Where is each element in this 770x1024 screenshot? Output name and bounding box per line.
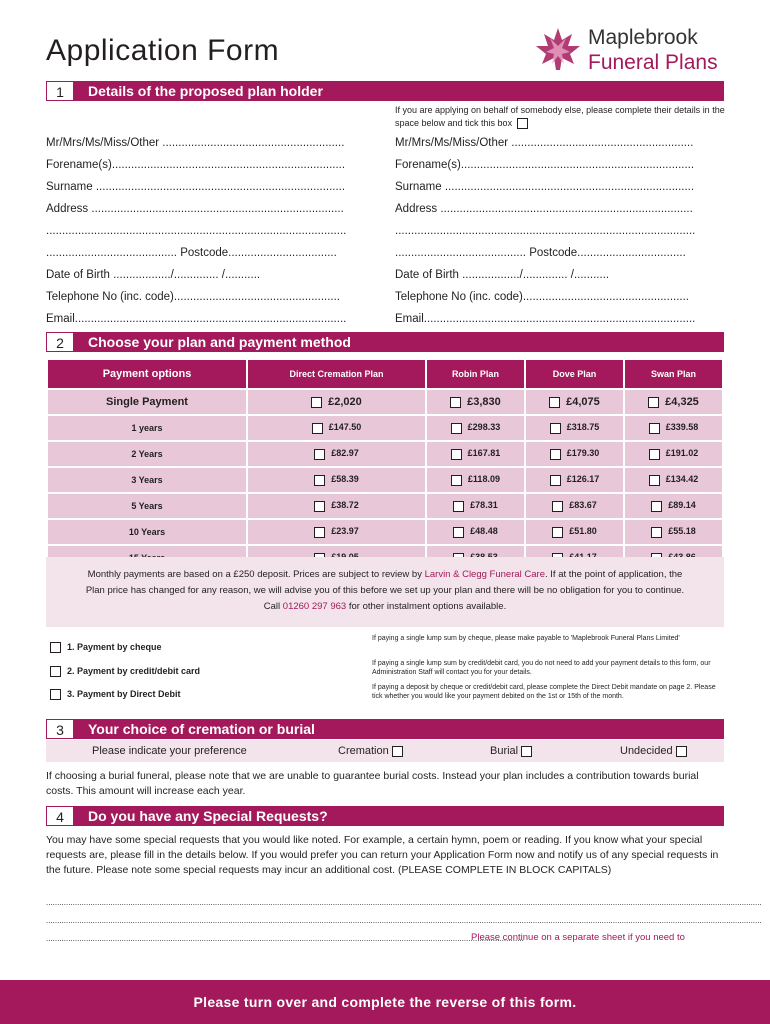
payment-method-description: If paying a single lump sum by cheque, please make payable to 'Maplebrook Funeral Plans Limited' <box>372 635 680 642</box>
behalf-note: If you are applying on behalf of somebody else, please complete their details in the space below and tick this box <box>395 105 725 128</box>
price-value: £2,020 <box>328 396 362 408</box>
applicant-field[interactable]: Date of Birth ................../.............. /........... <box>395 269 610 281</box>
payment-option-label: 5 Years <box>48 494 246 518</box>
price-checkbox[interactable] <box>451 475 462 486</box>
preference-row <box>46 740 724 762</box>
section-title: Your choice of cremation or burial <box>88 721 315 737</box>
special-requests-line-2[interactable]: .................................................................................................................................................................................................................................................................................................................................. <box>46 916 762 925</box>
price-cell[interactable] <box>248 416 425 440</box>
price-checkbox[interactable] <box>453 527 464 538</box>
applicant-field[interactable]: Forename(s)......................................................................... <box>46 159 346 171</box>
section-number: 3 <box>46 719 74 739</box>
price-checkbox[interactable] <box>451 423 462 434</box>
price-checkbox[interactable] <box>550 423 561 434</box>
column-header: Dove Plan <box>526 360 623 388</box>
price-value: £179.30 <box>566 448 600 459</box>
logo-text-funeral-plans: Funeral Plans <box>588 51 718 74</box>
payment-method-option[interactable] <box>50 689 181 700</box>
price-cell[interactable] <box>526 494 623 518</box>
price-cell[interactable] <box>427 494 524 518</box>
price-cell[interactable] <box>248 494 425 518</box>
price-checkbox[interactable] <box>552 501 563 512</box>
continue-note: Please continue on a separate sheet if you need to <box>471 932 685 943</box>
applicant-field[interactable]: Address ............................................................................... <box>46 203 344 215</box>
price-checkbox[interactable] <box>314 475 325 486</box>
column-header: Payment options <box>48 360 246 388</box>
payment-method-label: 2. Payment by credit/debit card <box>67 666 201 676</box>
price-checkbox[interactable] <box>314 449 325 460</box>
section-number: 4 <box>46 806 74 826</box>
applicant-field[interactable]: ......................................... Postcode.................................. <box>46 247 337 259</box>
price-checkbox[interactable] <box>549 397 560 408</box>
payment-method-checkbox[interactable] <box>50 666 61 677</box>
price-cell[interactable] <box>427 442 524 466</box>
applicant-field[interactable]: Date of Birth ................../.............. /........... <box>46 269 261 281</box>
applicant-field[interactable]: Mr/Mrs/Ms/Miss/Other ......................................................... <box>46 137 345 149</box>
payment-method-description: If paying a single lump sum by credit/debit card, you do not need to add your payment details to this form, our Administration Staff will contact you for your details. <box>372 660 711 676</box>
price-cell[interactable] <box>526 390 623 414</box>
price-value: £38.72 <box>331 500 359 511</box>
payment-method-checkbox[interactable] <box>50 642 61 653</box>
payment-methods <box>46 632 724 712</box>
payment-method-label: 3. Payment by Direct Debit <box>67 689 181 699</box>
monthly-payment-note: Monthly payments are based on a £250 deposit. Prices are subject to review by Larvin & Clegg Funeral Care. If at the point of application, the Plan price has changed for any reason, we will advise you of this before we set up your plan and there will be no obligation for you to continue. Call 01260 297 963 for other instalment options available. <box>46 557 724 627</box>
table-row <box>48 520 722 544</box>
price-checkbox[interactable] <box>312 423 323 434</box>
price-cell[interactable] <box>625 468 722 492</box>
price-cell[interactable] <box>625 494 722 518</box>
price-value: £3,830 <box>467 396 501 408</box>
section-title: Choose your plan and payment method <box>88 334 351 350</box>
price-cell[interactable] <box>248 390 425 414</box>
logo-text-maplebrook: Maplebrook <box>588 26 698 49</box>
price-value: £55.18 <box>668 526 696 537</box>
applicant-field[interactable]: Telephone No (inc. code).................................................... <box>46 291 340 303</box>
applicant-field[interactable]: Surname .............................................................................. <box>46 181 346 193</box>
payment-method-description: If paying a deposit by cheque or credit/debit card, please complete the Direct Debit mandate on page 2. Please tick whether you would like your payment debited on the 1st or 15th of the month. <box>372 684 716 700</box>
phone-number[interactable]: 01260 297 963 <box>282 601 347 612</box>
payment-table <box>46 358 724 572</box>
price-checkbox[interactable] <box>649 449 660 460</box>
price-value: £83.67 <box>569 500 597 511</box>
price-value: £147.50 <box>328 422 362 433</box>
price-cell[interactable] <box>248 520 425 544</box>
price-value: £4,075 <box>566 396 600 408</box>
undecided-checkbox[interactable] <box>676 746 687 757</box>
option-cremation[interactable]: Cremation <box>338 745 409 757</box>
payment-table-header <box>48 360 722 388</box>
price-cell[interactable] <box>625 390 722 414</box>
price-checkbox[interactable] <box>453 501 464 512</box>
price-cell[interactable] <box>427 390 524 414</box>
table-row <box>48 390 722 414</box>
applicant-field[interactable]: Email..................................................................................... <box>46 313 347 325</box>
company-name: Larvin & Clegg Funeral Care <box>424 569 545 580</box>
price-cell[interactable] <box>625 416 722 440</box>
price-value: £4,325 <box>665 396 699 408</box>
price-value: £48.48 <box>470 526 498 537</box>
column-header: Robin Plan <box>427 360 524 388</box>
applicant-field[interactable]: .............................................................................................. <box>46 225 347 237</box>
price-checkbox[interactable] <box>314 527 325 538</box>
applicant-field[interactable]: Surname .............................................................................. <box>395 181 695 193</box>
payment-option-label: 3 Years <box>48 468 246 492</box>
section-number: 2 <box>46 332 74 352</box>
price-value: £118.09 <box>467 474 500 485</box>
applicant-field[interactable]: Email..................................................................................... <box>395 313 696 325</box>
preference-prompt: Please indicate your preference <box>92 745 247 757</box>
payment-method-checkbox[interactable] <box>50 689 61 700</box>
cremation-checkbox[interactable] <box>392 746 403 757</box>
price-cell[interactable] <box>526 416 623 440</box>
column-header: Swan Plan <box>625 360 722 388</box>
price-cell[interactable] <box>427 468 524 492</box>
payment-method-option[interactable] <box>50 666 200 677</box>
price-value: £167.81 <box>467 448 501 459</box>
section-title: Details of the proposed plan holder <box>88 83 323 99</box>
price-cell[interactable] <box>526 468 623 492</box>
price-checkbox[interactable] <box>651 501 662 512</box>
behalf-checkbox[interactable] <box>517 118 528 129</box>
payment-option-label: 10 Years <box>48 520 246 544</box>
price-value: £89.14 <box>668 500 696 511</box>
price-cell[interactable] <box>526 520 623 544</box>
payment-option-label: Single Payment <box>48 390 246 414</box>
payment-option-label: 1 years <box>48 416 246 440</box>
table-row <box>48 468 722 492</box>
section-number: 1 <box>46 81 74 101</box>
price-value: £51.80 <box>569 526 597 537</box>
price-value: £298.33 <box>467 422 501 433</box>
option-burial[interactable]: Burial <box>490 745 538 757</box>
price-checkbox[interactable] <box>651 527 662 538</box>
section-2-header <box>46 332 724 352</box>
option-undecided[interactable]: Undecided <box>620 745 693 757</box>
applicant-field[interactable]: Address ............................................................................... <box>395 203 693 215</box>
price-cell[interactable] <box>526 442 623 466</box>
price-value: £23.97 <box>331 526 359 537</box>
brand-logo <box>532 24 732 80</box>
price-checkbox[interactable] <box>311 397 322 408</box>
burial-checkbox[interactable] <box>521 746 532 757</box>
maple-leaf-icon <box>532 24 584 74</box>
footer-banner: Please turn over and complete the reverse of this form. <box>0 980 770 1024</box>
price-cell[interactable] <box>427 520 524 544</box>
price-checkbox[interactable] <box>649 423 660 434</box>
applicant-field[interactable]: Forename(s)......................................................................... <box>395 159 695 171</box>
special-requests-line-3[interactable]: ....................................................................................................................................................................................................................... <box>46 934 524 943</box>
price-value: £78.31 <box>470 500 498 511</box>
burial-note: If choosing a burial funeral, please note that we are unable to guarantee burial costs. Instead your plan includes a contribution towards burial costs. This amount will increase each year. <box>46 770 699 797</box>
special-requests-text: You may have some special requests that you would like noted. For example, a certain hymn, poem or reading. If you know what your special requests are, please fill in the details below. If you would prefer you can return your Application Form now and notify us of any special requests in the future. Please note some special requests may incur an additional cost. (PLEASE COMPLETE IN BLOCK CAPITALS) <box>46 834 719 876</box>
table-row <box>48 442 722 466</box>
special-requests-line-1[interactable]: .................................................................................................................................................................................................................................................................................................................................. <box>46 898 762 907</box>
applicant-field[interactable]: Mr/Mrs/Ms/Miss/Other ......................................................... <box>395 137 694 149</box>
price-checkbox[interactable] <box>552 527 563 538</box>
payment-method-option[interactable] <box>50 642 162 653</box>
table-row <box>48 494 722 518</box>
price-checkbox[interactable] <box>550 449 561 460</box>
price-checkbox[interactable] <box>314 501 325 512</box>
section-1-header <box>46 81 724 101</box>
page-title: Application Form <box>46 34 280 67</box>
section-4-header <box>46 806 724 826</box>
price-checkbox[interactable] <box>648 397 659 408</box>
applicant-field[interactable]: Telephone No (inc. code).................................................... <box>395 291 689 303</box>
price-value: £134.42 <box>665 474 699 485</box>
price-value: £126.17 <box>566 474 600 485</box>
price-value: £318.75 <box>566 422 600 433</box>
price-value: £58.39 <box>331 474 359 485</box>
price-checkbox[interactable] <box>451 449 462 460</box>
applicant-field[interactable]: .............................................................................................. <box>395 225 696 237</box>
price-cell[interactable] <box>427 416 524 440</box>
price-checkbox[interactable] <box>550 475 561 486</box>
price-cell[interactable] <box>248 442 425 466</box>
price-value: £339.58 <box>665 422 699 433</box>
section-3-header <box>46 719 724 739</box>
applicant-field[interactable]: ......................................... Postcode.................................. <box>395 247 686 259</box>
price-value: £82.97 <box>331 448 359 459</box>
table-row <box>48 416 722 440</box>
section-title: Do you have any Special Requests? <box>88 808 328 824</box>
payment-option-label: 2 Years <box>48 442 246 466</box>
price-cell[interactable] <box>625 442 722 466</box>
price-checkbox[interactable] <box>450 397 461 408</box>
price-cell[interactable] <box>625 520 722 544</box>
price-checkbox[interactable] <box>649 475 660 486</box>
payment-method-label: 1. Payment by cheque <box>67 642 162 652</box>
column-header: Direct Cremation Plan <box>248 360 425 388</box>
price-value: £191.02 <box>665 448 699 459</box>
price-cell[interactable] <box>248 468 425 492</box>
